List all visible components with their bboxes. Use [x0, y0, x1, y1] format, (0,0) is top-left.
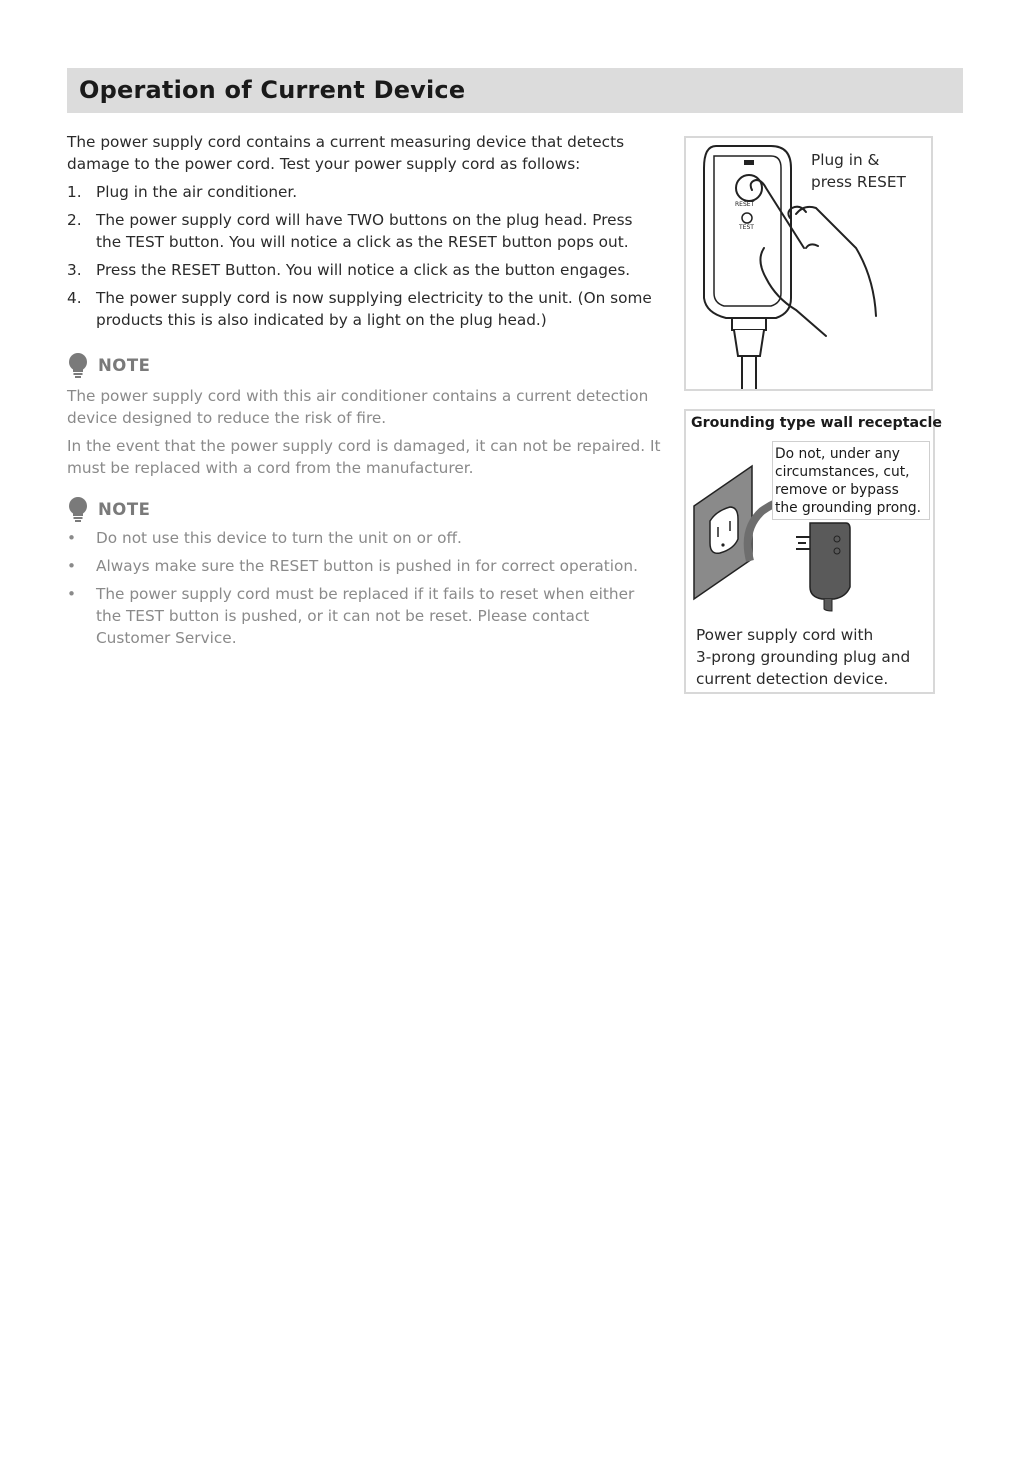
caption-line: Plug in & — [811, 151, 880, 169]
lightbulb-icon — [67, 353, 89, 379]
warning-line: Do not, under any — [775, 446, 900, 462]
step-text: Plug in the air conditioner. — [96, 183, 298, 201]
list-item — [67, 287, 662, 331]
note-label: NOTE — [98, 356, 151, 375]
warning-callout — [772, 441, 930, 520]
step-number: 3. — [67, 261, 82, 279]
note-paragraph: The power supply cord with this air conditioner contains a current detection device designed to reduce the risk of fire. — [67, 387, 649, 427]
bullet: • — [67, 557, 77, 575]
note-bullet-list — [67, 527, 662, 649]
figure-caption — [811, 149, 906, 193]
step-number: 2. — [67, 211, 82, 229]
section-title-bar — [67, 68, 963, 113]
list-item — [67, 555, 662, 577]
note-heading — [67, 353, 662, 379]
warning-line: circumstances, cut, — [775, 464, 910, 480]
bullet-text: Do not use this device to turn the unit on or off. — [96, 529, 462, 547]
list-item — [67, 527, 662, 549]
bullet-text: The power supply cord must be replaced if it fails to reset when either the TEST button is pushed, or it can not be reset. Please contact Customer Service. — [96, 585, 635, 647]
figure-grounding-receptacle — [684, 409, 942, 694]
note-heading — [67, 497, 662, 523]
caption-line: Power supply cord with — [696, 626, 874, 644]
bullet: • — [67, 529, 77, 547]
list-item — [67, 181, 662, 203]
warning-line: the grounding prong. — [775, 500, 922, 516]
reset-label: RESET — [735, 201, 755, 208]
step-text: Press the RESET Button. You will notice a click as the button engages. — [96, 261, 631, 279]
step-number: 4. — [67, 289, 82, 307]
lightbulb-icon — [67, 497, 89, 523]
caption-line: press RESET — [811, 173, 906, 191]
figure-plug-reset — [684, 136, 933, 391]
caption-line: 3-prong grounding plug and — [696, 648, 911, 666]
step-text: The power supply cord is now supplying electricity to the unit. (On some products this is also indicated by a light on the plug head.) — [96, 289, 652, 329]
list-item — [67, 209, 662, 253]
step-text: The power supply cord will have TWO buttons on the plug head. Press the TEST button. You will notice a click as the RESET button pops out. — [96, 211, 633, 251]
caption-line: current detection device. — [696, 670, 889, 688]
warning-line: remove or bypass — [775, 482, 899, 498]
note-body — [67, 385, 662, 479]
figure-heading: Grounding type wall receptacle — [691, 415, 942, 431]
bullet-text: Always make sure the RESET button is pushed in for correct operation. — [96, 557, 638, 575]
page-title: Operation of Current Device — [79, 76, 466, 104]
test-label: TEST — [739, 224, 754, 231]
list-item — [67, 583, 662, 649]
note-label: NOTE — [98, 500, 151, 519]
list-item — [67, 259, 662, 281]
note-paragraph: In the event that the power supply cord is damaged, it can not be repaired. It must be replaced with a cord from the manufacturer. — [67, 437, 661, 477]
main-content — [67, 131, 662, 655]
step-number: 1. — [67, 183, 82, 201]
bullet: • — [67, 585, 77, 603]
steps-list — [67, 181, 662, 331]
intro-paragraph: The power supply cord contains a current measuring device that detects damage to the power cord. Test your power supply cord as follows: — [67, 133, 625, 173]
figure-caption — [696, 624, 910, 690]
